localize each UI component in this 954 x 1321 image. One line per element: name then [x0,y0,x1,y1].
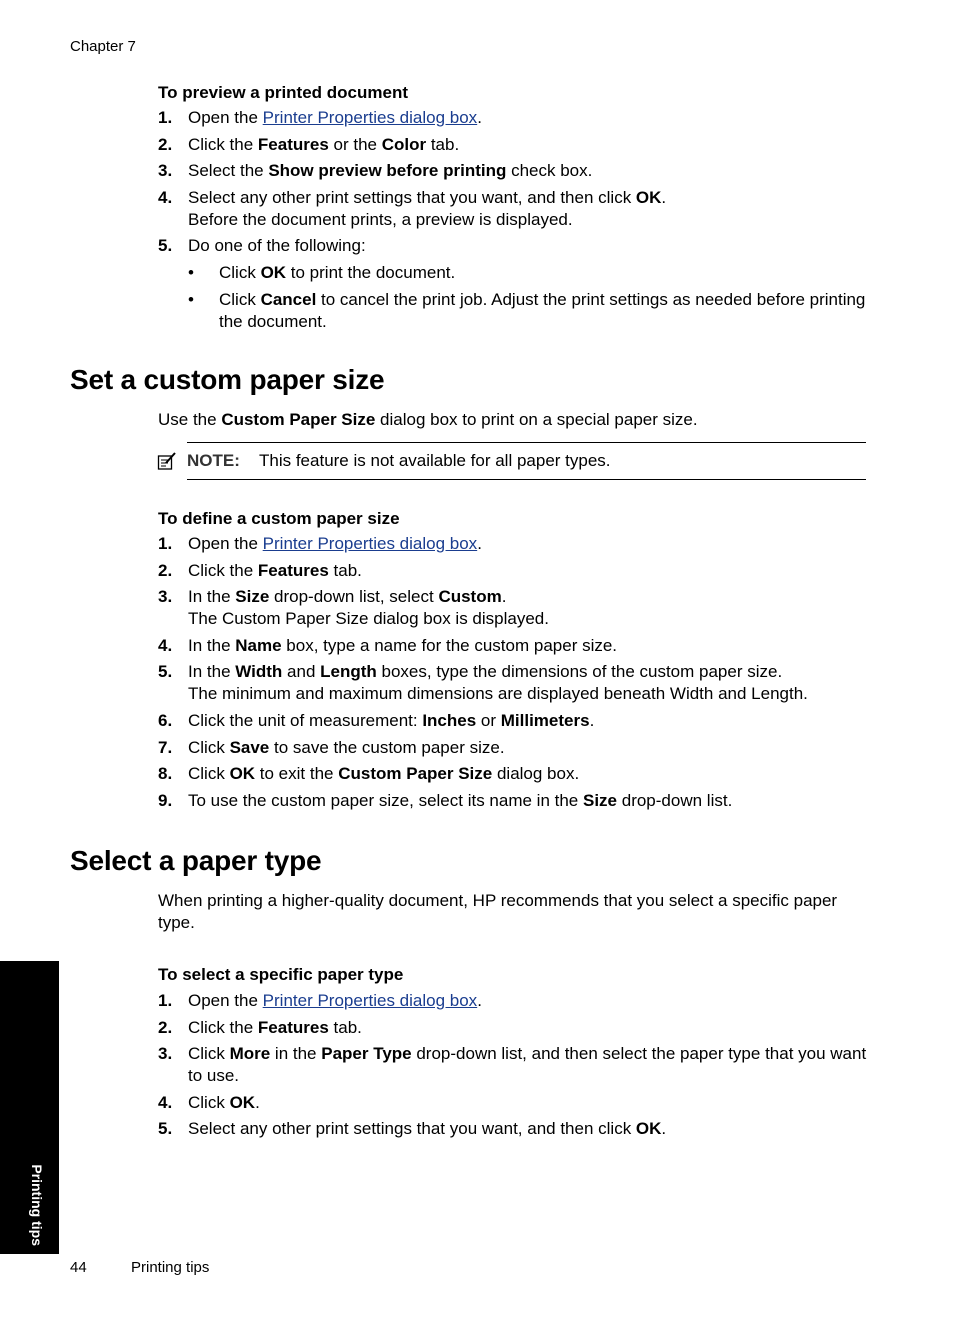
list-item: 7. Click Save to save the custom paper size. [158,737,505,757]
list-item: 4. In the Name box, type a name for the custom paper size. [158,635,618,655]
note-box [187,442,866,480]
note-label: NOTE: [187,451,240,470]
preview-bullets [188,262,878,333]
list-item: 3. Select the Show preview before printing check box. [158,161,593,181]
list-item: 5. Select any other print settings that you want, and then click OK. [158,1119,667,1139]
sidebar-tab: Printing tips [0,961,59,1254]
list-item: 1. Open the Printer Properties dialog box. [158,991,482,1010]
list-item: 6. Click the unit of measurement: Inches or Millimeters. [158,710,595,730]
list-item: 1. Open the Printer Properties dialog box. [158,108,482,127]
preview-heading: To preview a printed document [158,83,408,102]
list-item: 2. Click the Features tab. [158,1017,362,1037]
list-item: 1. Open the Printer Properties dialog box. [158,534,482,553]
printer-properties-link[interactable]: Printer Properties dialog box [262,991,478,1010]
list-item: 5. In the Width and Length boxes, type the dimensions of the custom paper size. The minimum and maximum dimensions are displayed beneath Width and Length. [158,662,808,704]
list-item: 4. Select any other print settings that you want, and then click OK. Before the document prints, a preview is displayed. [158,187,667,229]
note-pencil-icon [157,451,177,471]
list-item: 8. Click OK to exit the Custom Paper Size dialog box. [158,764,580,784]
bullet-item: • Click Cancel to cancel the print job. Adjust the print settings as needed before printing the document. [188,289,866,331]
custom-size-heading: To define a custom paper size [158,509,400,528]
preview-steps [158,107,878,338]
bullet-item: • Click OK to print the document. [188,263,456,283]
custom-size-steps [158,533,878,816]
printer-properties-link[interactable]: Printer Properties dialog box [262,534,478,553]
printer-properties-link[interactable]: Printer Properties dialog box [262,108,478,127]
paper-type-intro: When printing a higher-quality document, HP recommends that you select a specific paper type. [158,891,838,932]
list-item: 3. In the Size drop-down list, select Custom. The Custom Paper Size dialog box is displayed. [158,587,549,629]
custom-size-intro: Use the Custom Paper Size dialog box to print on a special paper size. [158,410,698,429]
list-item: 5. Do one of the following: • Click OK to print the document. • Click Cancel to cancel the print job. Adjust the print settings as needed before printing the document. [158,235,878,333]
paper-type-title: Select a paper type [70,845,322,876]
list-item: 4. Click OK. [158,1092,260,1112]
paper-type-heading: To select a specific paper type [158,965,404,984]
footer-section: Printing tips [131,1259,210,1276]
list-item: 3. Click More in the Paper Type drop-down list, and then select the paper type that you want to use. [158,1044,867,1086]
page-number: 44 [70,1259,87,1276]
paper-type-steps [158,990,878,1145]
list-item: 9. To use the custom paper size, select its name in the Size drop-down list. [158,790,733,810]
note-text: This feature is not available for all paper types. [259,451,611,470]
list-item: 2. Click the Features tab. [158,560,362,580]
chapter-label: Chapter 7 [70,38,136,55]
custom-size-title: Set a custom paper size [70,364,385,395]
list-item: 2. Click the Features or the Color tab. [158,134,460,154]
